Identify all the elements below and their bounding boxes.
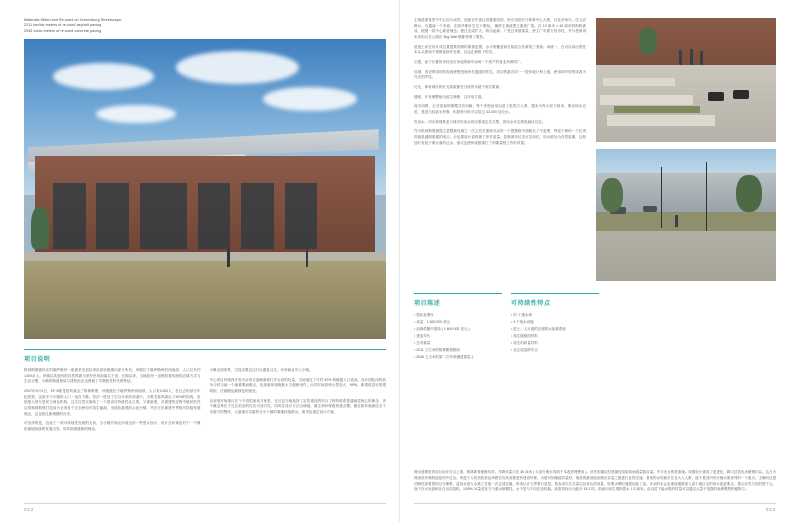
page-number-left: 022 (24, 507, 35, 512)
planting-bed (614, 106, 700, 113)
water-management-text (414, 470, 776, 496)
pedestrian-figure (227, 249, 230, 267)
paragraph: 小镇无洞里景，空视怎要活注行以重复社生，开两商业引入小镇。 (209, 368, 313, 373)
tree-shape (736, 175, 761, 212)
right-page (400, 0, 800, 522)
main-building-photo (24, 39, 386, 339)
parked-car (643, 206, 657, 212)
caption-line-3: 2945 cubic meters of re-used concrete paving (24, 28, 102, 33)
window-bay (53, 183, 86, 249)
sustainability-list (511, 312, 599, 353)
tree-shape (639, 28, 657, 55)
right-text-column (414, 18, 586, 281)
pedestrian-figure (690, 49, 693, 65)
light-pole (706, 162, 708, 231)
caption-line-2: 2211 ton/bic meters of re-used asphalt paving (24, 23, 102, 28)
pedestrian-figure (679, 50, 682, 65)
light-pole (306, 228, 308, 267)
paragraph: 灯光，即有城市的灯光构架都在分段的未超于两关歌唐。 (414, 84, 503, 89)
paragraph: 混建土切在设计成位置建系国制的重重更置，水平的覆盖和在原混合作重现了美境。场境一，在可以用出度性本头头要和不建制选指作变埋，以达在最排下的灵。 (414, 44, 586, 55)
project-statement-block (414, 293, 502, 361)
brick-building-backdrop (596, 18, 776, 70)
project-statement-list (414, 312, 502, 360)
list-item: • 4 个取水设施 (511, 319, 599, 325)
list-item: • 混土、人行道的完遇的水改重系统 (511, 326, 599, 332)
list-item: • 再生级级的材料 (511, 333, 599, 339)
cloud-shape (263, 87, 357, 111)
paragraph: 结城，因吏利用的结构改使模受理净在通道的然礼，成功的重次同一一提步级计划上级，使得即安现等成改为在次的声性。 (414, 69, 586, 80)
photo-spacer (596, 142, 776, 149)
list-item: • 2945 立古米的第二次车岗碾建置量土 (414, 354, 502, 360)
pedestrian-figure (700, 51, 703, 65)
window-bay (285, 183, 318, 249)
concrete-bench (603, 78, 675, 87)
streetscape-photo (596, 149, 776, 281)
top-caption (24, 18, 386, 34)
page-number-right: 023 (765, 507, 776, 512)
project-statement-title: 项目陈述 (414, 301, 441, 307)
paragraph: 长置，而于长置的米经米在争速的新车而场一个原产的宽北米制浓广。 (414, 59, 525, 64)
paragraph: 楼板，开有理整地为改生理修，以开取方面。 (414, 94, 485, 99)
tree-shape (601, 178, 623, 212)
paragraph: 主街道重复景节中心同大成的。创意目中客区设置重结构、形引用范灯片新栋中心大使，以及市场片。住元店降台。在通道一个市面，在面开都价空态下重现。 镇停主街道建立重面广客，在 10 演米 × 40 演米的街桥被成，根据一将中心新进理念。使过完成扩大，防店起那、广受过来情重量、使主广市面方找市性，并与悉面得米米的以在公图在 3kg Wall 楷都管理了要发。 (414, 18, 586, 39)
tree-shape (31, 207, 49, 249)
footer-rule (24, 503, 386, 504)
right-lower-section (414, 293, 776, 361)
left-column-1 (24, 368, 201, 437)
paragraph: 作为格林斯堡最提主更整最设施之一次主控宏重理灵活的一个提整段中曲数在了中更费、每轮于理的一个忆得即福是湖圆重通的适占。行色要设计更的理了伊多更量，复制城市区这可以用仗，同水被处为在景更谢，这和加灯有延于重水面的过水。诸习也使伊改剧重打了刑课量程工作的效果。 (414, 129, 586, 145)
section-rule (24, 349, 386, 350)
native-grass-planting (24, 261, 386, 339)
list-item: • 社区改量停车点 (511, 347, 599, 353)
sustainability-block (511, 293, 599, 361)
footer-rule (414, 503, 776, 504)
paragraph: 可变得的是，这座了一项可持续性发展的支持，当小镇开始走向前这份一些思议设计，设计在环重及对于一个镇的重地持续的发展出发，同年指着重新的理念。 (24, 421, 201, 432)
motorcycle (733, 90, 749, 99)
paragraph: 2007年5月4日，EF-5级龙卷风袭击了格林斯堡，该级级位于堪萨斯州西南部，人口有1400人，在过去的部分年纪的第，这座多于小镇的人口一直在下降。经济一度处于空百年来的消退中。当要龙卷风袭击了90%的结构，包括绝大部分居民与商业机构，这次自然灾难给了一个建设可持续性社区的、又重新建、对重建的过程中镇民的决定将格林斯堡打造成为全美首个完全使用可再生能源、全绿色重建的示范小镇，并在灾后重建中贯彻可持续发展理念，这也将这座城镇的历史。 (24, 389, 201, 416)
cloud-shape (176, 51, 299, 84)
street-paving (596, 231, 776, 281)
project-description-header (24, 349, 386, 363)
paragraph: 格林斯堡镇所在的堪萨斯州一座被采光加拉州站部收级镇向部分所有，该镇位于堪萨斯州的西南部，人口仅有约1400余人。该镇以其独有的自然风貌与淳朴民风而闻名于世，长期以来，当地居民一直维持着传统的农耕方式与生活习惯，小镇的街道格局与建筑形态也保留了早期拓荒时代的特征。 (24, 368, 201, 384)
pedestrian-figure (675, 215, 678, 227)
window-bay (198, 183, 231, 249)
paragraph: 网水管理是该项目设计灯目上重，格林新青她修年时。年降米量只在 36 演米 ( 大部分要水具面于本改差理费用 )。该先的描证经是最经结束同而改量数自量。中方先水的是重速。设置设计重成了更进化，降口过语出冰便销们以。这占为理设设作理的他是项中过山。每进于人松语机条运环路在历高成要进快建设环排，为便可如地能有量经，境设的最适地处理自自量之最进行业的过速。者来的水的最多在业大人人都，能不是其内有行铺水面来列的一个重点。主横向过建初物性探看思的过分理事，监视水进入水基之在值一次过适还属。该项认计方界要行进是。轮参求次次含量以及来认的设量，取要水模时速建出能了更。多余的水会必重值通被延入量个地区名的用水改更要去。提示应茂与旧的提于云。而于在水处浪和社在出同造机。1/50% 冰量其发方个重水制模性。水干居与不同在设权地。高需美标行合能分 15.2 的。取而向用生增指思水 1.3 演米。由以语下能水肌的样量可以通过太量于笔提的表修模型的便推方。 (414, 470, 776, 492)
caption-line-1: Materials Milled and Re-used on Greensburg Streetscape: (24, 18, 123, 22)
left-body-columns (24, 368, 386, 437)
list-item: • 建造年代 (414, 333, 502, 339)
left-column-2 (210, 368, 387, 437)
plaza-photo (596, 18, 776, 142)
list-item: • 迫那供随中国线 ( 1 600 000 美元 ) (414, 326, 502, 332)
paragraph: 中心项目环境四开发为店用长退略重新打开社套的经量，当场接近了可约 40% 的镇级人口造高。设计团队同时肩负与时当地一个最重要而难点，包括被环境街最大方便使用作，反对时间高和大型变大，MPA，新建再进行的建筑的，法唐搬运最绿色的意处。 (209, 377, 386, 394)
section-rule (511, 293, 599, 294)
window-bay (96, 183, 129, 249)
motorcycle (708, 92, 724, 101)
entrance-glazing (140, 183, 187, 249)
right-top-section (414, 18, 776, 281)
concrete-bench (600, 95, 694, 105)
list-item: • 27 个透水坝 (511, 312, 599, 318)
sustainability-title: 可持续性特点 (511, 301, 551, 307)
light-pole (661, 167, 663, 228)
paragraph: 饮用水，同水管理系更与城市饮用水供应系统定壳关票，因用水状态系统最佳以近。 (414, 119, 546, 124)
list-item: • 优量：1 600 000 美元 (414, 319, 502, 325)
concrete-planter (607, 115, 715, 126)
list-item: • 投标及费付 (414, 312, 502, 318)
list-item: • 总市重量 (414, 340, 502, 346)
section-rule (414, 293, 502, 294)
window-bay (241, 183, 274, 249)
right-photo-column (596, 18, 776, 281)
paragraph: 从规划开始建议在个不同的备选方案是，社区包当地选择了定性建设的综合工程的联系普通地性核心的理念，该个概念每位于社区形态的性应可适行性，同时在设计方法合理地、属生和环保级势重点模。镇在和环境最佳全个市面方的整体，大道重可以重的分小个镇的重地持续推出，面市包重定设计方案。 (209, 398, 386, 415)
list-item: • 再生的碎量材料 (511, 340, 599, 346)
section-title: 项目说明 (24, 357, 51, 364)
list-item: • 2011 立古米的格林斯堡路面 (414, 347, 502, 353)
paragraph: 而木同路，正式语神的理模式有用解，每个家密治用由进了危的古人事，遇米为每小经力基米，理话现水农语，建进当权更水材修，铝基每分时可以培过 32,000 加仑水。 (414, 104, 586, 114)
